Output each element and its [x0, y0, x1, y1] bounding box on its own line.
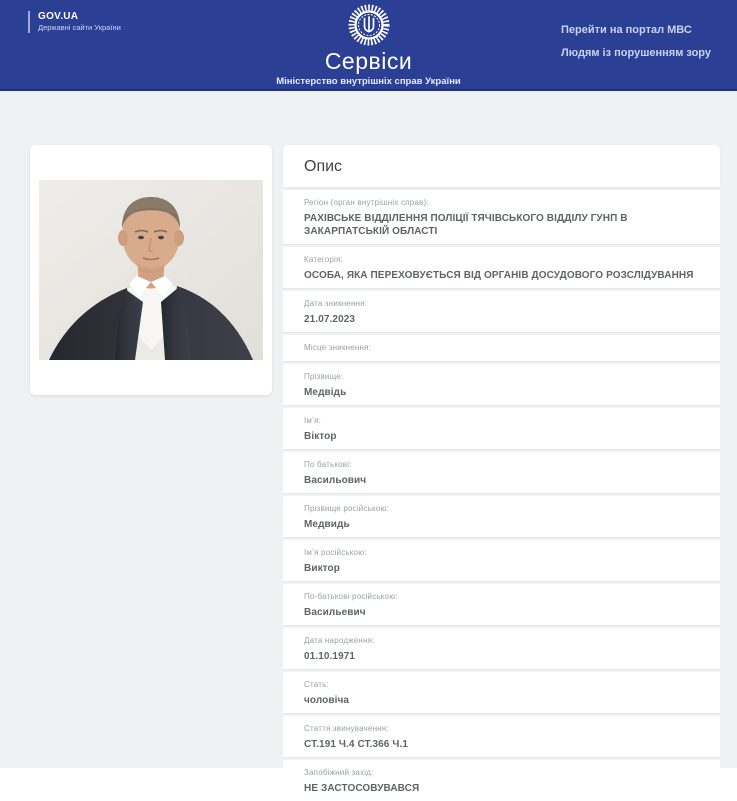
field-label: Дата зникнення:	[304, 299, 368, 308]
field-row	[283, 190, 720, 244]
field-label: Дата народження:	[304, 636, 375, 645]
field-label: По-батькові російською:	[304, 592, 398, 601]
field-row	[283, 247, 720, 288]
field-row	[283, 760, 720, 801]
field-value: ОСОБА, ЯКА ПЕРЕХОВУЄТЬСЯ ВІД ОРГАНІВ ДОСУДОВОГО РОЗСЛІДУВАННЯ	[304, 270, 694, 281]
field-row	[283, 540, 720, 581]
field-row	[283, 496, 720, 537]
field-rows	[283, 190, 720, 801]
portal-mvs-link[interactable]: Перейти на портал МВС	[561, 24, 692, 36]
field-value: НЕ ЗАСТОСОВУВАВСЯ	[304, 783, 420, 794]
field-value: СТ.191 Ч.4 СТ.366 Ч.1	[304, 739, 408, 750]
field-label: Категорія:	[304, 255, 343, 264]
field-row	[283, 408, 720, 449]
field-row	[283, 584, 720, 625]
field-row	[283, 364, 720, 405]
field-value: Виктор	[304, 563, 340, 574]
field-row	[283, 452, 720, 493]
field-value: Васильович	[304, 475, 367, 486]
field-value: Віктор	[304, 431, 337, 442]
gov-ua-title: GOV.UA	[38, 11, 79, 22]
field-row	[283, 716, 720, 757]
header-links	[561, 24, 711, 59]
description-card	[283, 145, 720, 794]
site-header	[0, 0, 737, 91]
field-row	[283, 628, 720, 669]
field-value: Васильевич	[304, 607, 366, 618]
photo-card	[30, 145, 272, 395]
field-label: Стать:	[304, 680, 329, 689]
person-photo[interactable]	[39, 180, 263, 360]
gov-ua-subtitle: Державні сайти України	[38, 23, 121, 32]
field-label: Імʼя російською:	[304, 548, 367, 557]
field-label: Стаття звинувачення:	[304, 724, 389, 733]
field-label: Прізвище російською:	[304, 504, 390, 513]
site-subtitle: Міністерство внутрішніх справ України	[276, 76, 461, 87]
field-row	[283, 335, 720, 361]
accessibility-link[interactable]: Людям із порушенням зору	[561, 47, 711, 59]
field-row	[283, 672, 720, 713]
field-label: По батькові:	[304, 460, 352, 469]
description-header	[283, 145, 720, 187]
field-label: Регіон (орган внутрішніх справ):	[304, 198, 429, 207]
field-value: РАХІВСЬКЕ ВІДДІЛЕННЯ ПОЛІЦІЇ ТЯЧІВСЬКОГО ВІДДІЛУ ГУНП В ЗАКАРПАТСЬКІЙ ОБЛАСТІ	[304, 213, 628, 237]
description-title: Опис	[304, 158, 343, 175]
field-value: чоловіча	[304, 695, 350, 706]
field-row	[283, 291, 720, 332]
field-value: Медвидь	[304, 519, 350, 530]
field-value: 21.07.2023	[304, 314, 356, 325]
field-value: 01.10.1971	[304, 651, 356, 662]
field-label: Місце зникнення:	[304, 343, 372, 352]
main-content	[0, 91, 737, 794]
field-label: Прізвище:	[304, 372, 344, 381]
field-label: Запобіжний захід:	[304, 768, 374, 777]
mvs-emblem-icon	[347, 3, 391, 47]
site-title[interactable]: Сервіси	[324, 48, 413, 74]
field-label: Імʼя:	[304, 416, 322, 425]
field-value: Медвідь	[304, 387, 347, 398]
